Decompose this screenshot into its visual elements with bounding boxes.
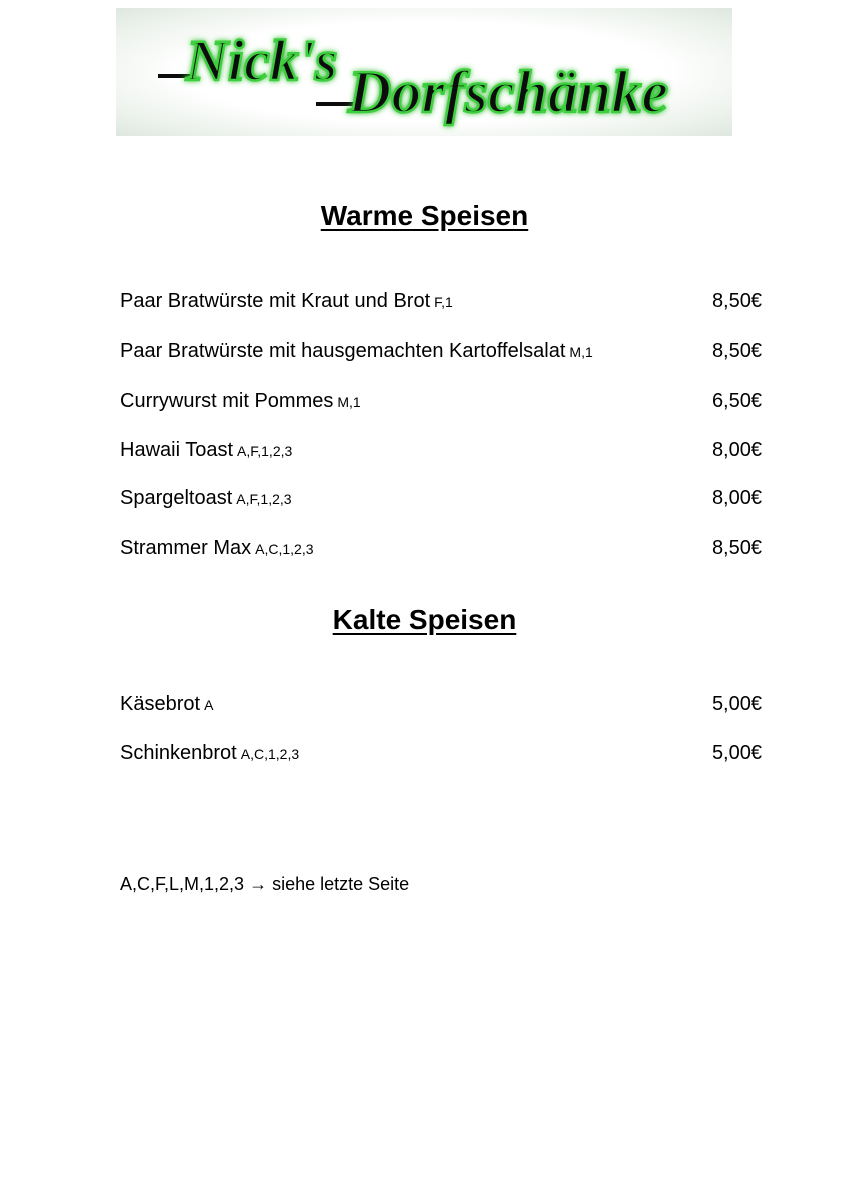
item-name: Paar Bratwürste mit Kraut und Brot — [120, 290, 431, 312]
item-allergen-codes: M,1 — [569, 344, 593, 360]
logo-text-dorfschaenke: Dorfschänke — [348, 59, 669, 125]
item-label — [120, 290, 453, 313]
item-name: Paar Bratwürste mit hausgemachten Kartoffelsalat — [120, 340, 566, 362]
item-allergen-codes: A,C,1,2,3 — [240, 746, 300, 762]
item-label — [120, 693, 213, 716]
restaurant-logo — [116, 8, 732, 136]
item-name: Spargeltoast — [120, 487, 233, 509]
menu-item — [120, 290, 762, 320]
item-allergen-codes: M,1 — [337, 394, 361, 410]
footnote-codes: A,C,F,L,M,1,2,3 — [120, 874, 245, 894]
item-price: 5,00€ — [711, 742, 762, 764]
item-name: Hawaii Toast — [120, 439, 234, 461]
item-price: 8,50€ — [711, 340, 762, 362]
item-name: Käsebrot — [120, 693, 201, 715]
menu-item — [120, 390, 762, 420]
item-label — [120, 390, 361, 413]
item-allergen-codes: A,C,1,2,3 — [255, 541, 314, 557]
item-price: 5,00€ — [711, 693, 762, 715]
item-label — [120, 742, 299, 765]
menu-item — [120, 439, 762, 469]
item-label — [120, 340, 593, 363]
allergen-footnote — [120, 874, 409, 895]
item-label — [120, 487, 292, 510]
item-label — [120, 439, 292, 462]
item-allergen-codes: A — [204, 697, 214, 713]
arrow-right-icon: → — [249, 874, 268, 894]
item-price: 8,00€ — [711, 439, 762, 461]
item-price: 8,50€ — [711, 290, 762, 312]
menu-item — [120, 537, 762, 567]
item-allergen-codes: F,1 — [434, 294, 453, 310]
heading-kalte-speisen: Kalte Speisen — [332, 604, 517, 635]
item-name: Strammer Max — [120, 537, 252, 559]
menu-item — [120, 693, 762, 723]
menu-item — [120, 340, 762, 370]
footnote-text: siehe letzte Seite — [272, 874, 410, 894]
item-name: Schinkenbrot — [120, 742, 237, 764]
menu-item — [120, 487, 762, 517]
logo-text-nicks: Nick's — [186, 28, 338, 93]
item-allergen-codes: A,F,1,2,3 — [236, 491, 292, 507]
item-price: 8,50€ — [711, 537, 762, 559]
item-name: Currywurst mit Pommes — [120, 390, 334, 412]
item-price: 6,50€ — [711, 390, 762, 412]
item-allergen-codes: A,F,1,2,3 — [237, 443, 293, 459]
item-price: 8,00€ — [711, 487, 762, 509]
item-label — [120, 537, 314, 560]
heading-warme-speisen: Warme Speisen — [320, 200, 529, 231]
menu-item — [120, 742, 762, 772]
